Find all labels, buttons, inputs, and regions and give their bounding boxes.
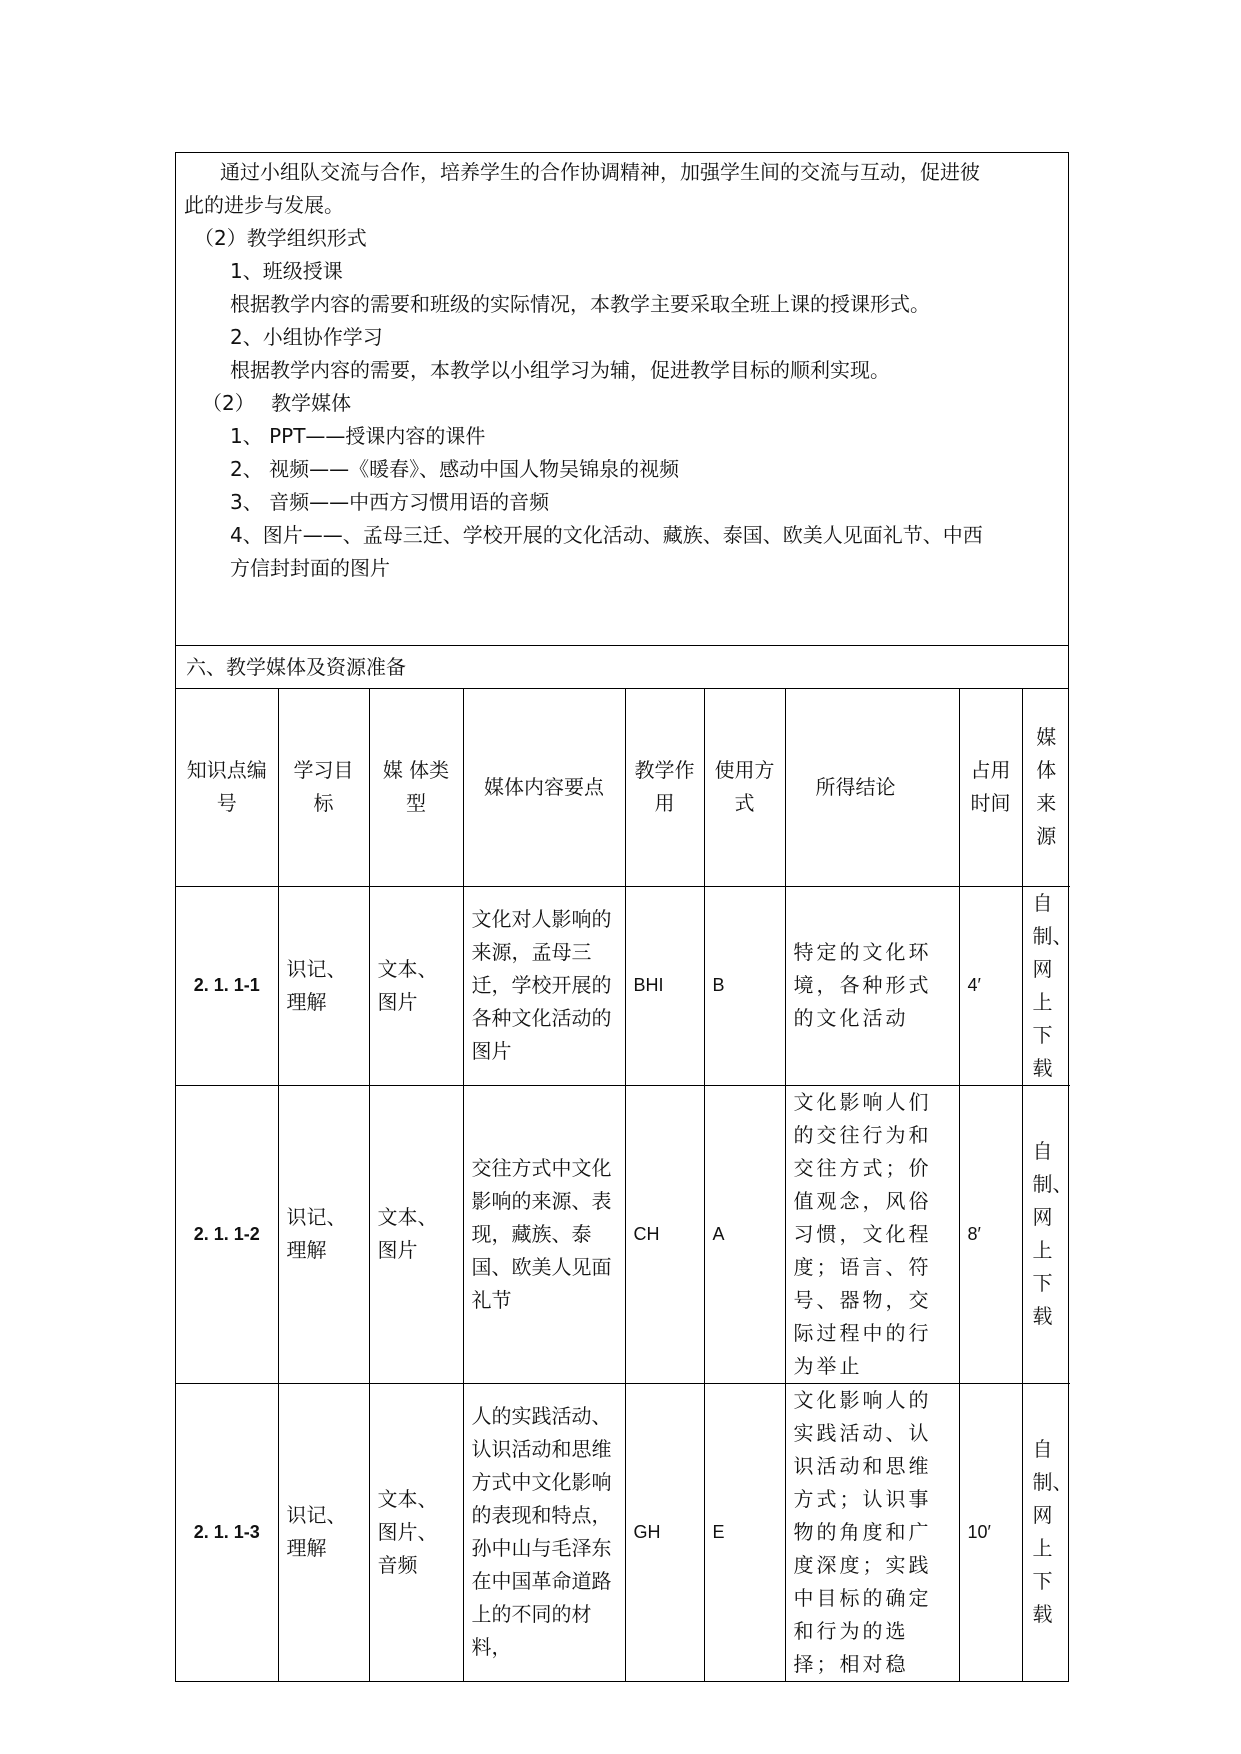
paragraph-line: 根据教学内容的需要和班级的实际情况，本教学主要采取全班上课的授课形式。	[230, 292, 930, 316]
table-cell: 交往方式中文化影响的来源、表现，藏族、泰国、欧美人见面礼节	[463, 1085, 625, 1383]
table-cell: 文化影响人们的交往行为和交往方式；价值观念，风俗习惯，文化程度；语言、符号、器物，交际过程中的行为举止	[785, 1085, 959, 1383]
table-cell: 自制、网上下载	[1022, 1383, 1070, 1681]
table-cell: 10′	[959, 1383, 1022, 1681]
table-cell: 8′	[959, 1085, 1022, 1383]
paragraph-line: 2、 视频——《暖春》、感动中国人物吴锦泉的视频	[230, 457, 680, 481]
column-header: 媒 体类型	[369, 689, 463, 886]
column-header: 知识点编号	[176, 689, 278, 886]
table-cell: B	[704, 886, 785, 1085]
column-header: 媒体内容要点	[463, 689, 625, 886]
table-cell: 文本、图片、音频	[369, 1383, 463, 1681]
table-cell: CH	[625, 1085, 704, 1383]
table-cell: 4′	[959, 886, 1022, 1085]
column-header: 学习目标	[278, 689, 369, 886]
table-cell: E	[704, 1383, 785, 1681]
table-cell: BHI	[625, 886, 704, 1085]
table-row	[176, 1383, 1070, 1681]
paragraph-line: 通过小组队交流与合作，培养学生的合作协调精神，加强学生间的交流与互动，促进彼	[220, 160, 980, 184]
table-cell: 2. 1. 1-3	[176, 1383, 278, 1681]
column-header: 占用时间	[959, 689, 1022, 886]
table-cell: GH	[625, 1383, 704, 1681]
table-cell: 人的实践活动、认识活动和思维方式中文化影响的表现和特点，孙中山与毛泽东在中国革命道路上的不同的材料，	[463, 1383, 625, 1681]
column-header: 媒体来源	[1022, 689, 1070, 886]
column-header: 使用方式	[704, 689, 785, 886]
header-row	[176, 689, 1070, 886]
table-cell: 文本、图片	[369, 886, 463, 1085]
paragraph-line: 1、 PPT——授课内容的课件	[230, 424, 486, 448]
paragraph-line: 4、图片——、孟母三迁、学校开展的文化活动、藏族、泰国、欧美人见面礼节、中西	[230, 523, 983, 547]
table-cell: 自制、网上下载	[1022, 1085, 1070, 1383]
paragraph-line: 2、小组协作学习	[230, 325, 383, 349]
paragraph-line: 3、 音频——中西方习惯用语的音频	[230, 490, 550, 514]
table-cell: 识记、理解	[278, 886, 369, 1085]
section-title: 六、教学媒体及资源准备	[176, 646, 1068, 689]
column-header: 所得结论	[785, 689, 959, 886]
paragraph-line: 1、班级授课	[230, 259, 343, 283]
paragraph-line: （2）教学组织形式	[194, 226, 367, 250]
table-cell: 文化对人影响的来源，孟母三迁，学校开展的各种文化活动的图片	[463, 886, 625, 1085]
column-header: 教学作用	[625, 689, 704, 886]
table-cell: 特定的文化环境，各种形式的文化活动	[785, 886, 959, 1085]
paragraph-line: 方信封封面的图片	[230, 556, 390, 580]
table-cell: A	[704, 1085, 785, 1383]
table-cell: 2. 1. 1-2	[176, 1085, 278, 1383]
paragraph-line: 此的进步与发展。	[184, 193, 344, 217]
table-row	[176, 886, 1070, 1085]
media-resources-table	[176, 689, 1073, 1681]
table-cell: 文本、图片	[369, 1085, 463, 1383]
table-cell: 识记、理解	[278, 1085, 369, 1383]
table-cell: 识记、理解	[278, 1383, 369, 1681]
paragraph-line: （2） 教学媒体	[202, 391, 352, 415]
table-row	[176, 1085, 1070, 1383]
paragraph-line: 根据教学内容的需要，本教学以小组学习为辅，促进教学目标的顺利实现。	[230, 358, 890, 382]
table-cell: 文化影响人的实践活动、认识活动和思维方式；认识事物的角度和广度深度；实践中目标的确定和行为的选择；相对稳	[785, 1383, 959, 1681]
teaching-organization-section	[176, 153, 1068, 646]
table-cell: 自制、网上下载	[1022, 886, 1070, 1085]
table-cell: 2. 1. 1-1	[176, 886, 278, 1085]
lesson-plan-table	[175, 152, 1073, 1682]
